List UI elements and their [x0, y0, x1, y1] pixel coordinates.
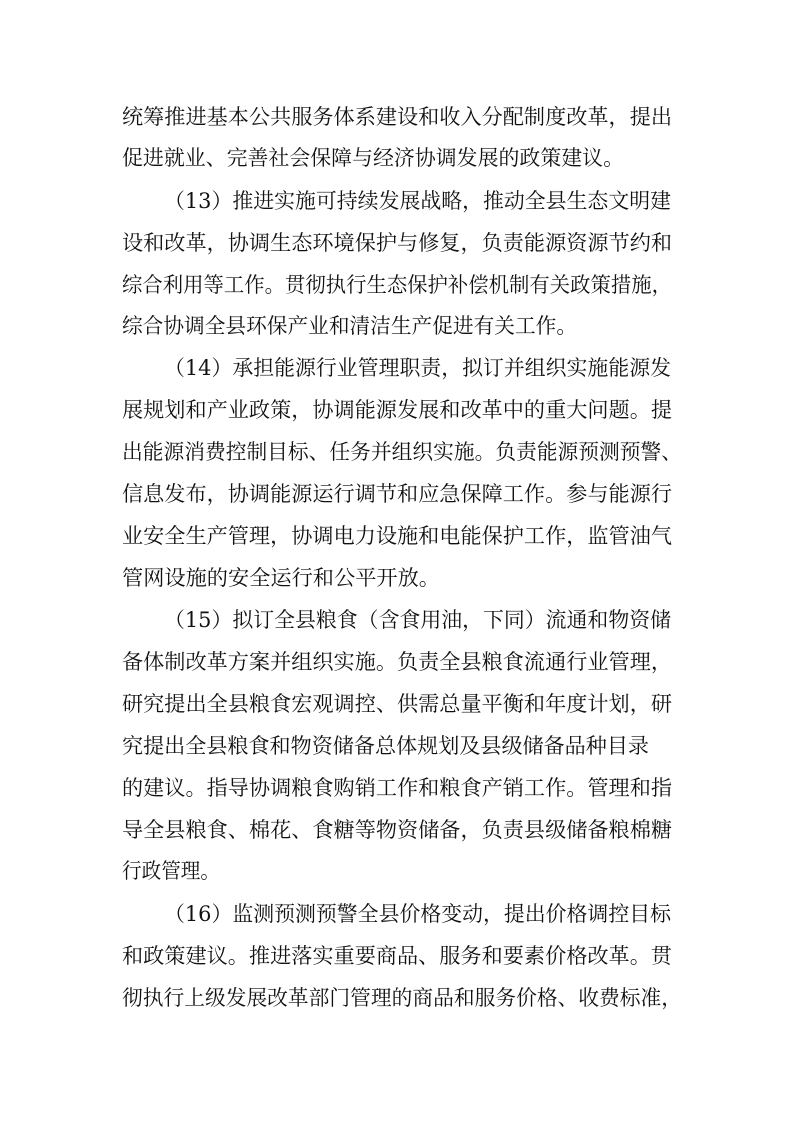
text-line: [0, 432, 793, 472]
text-line: [0, 348, 793, 388]
text-line: [0, 306, 793, 346]
text-line: [0, 516, 793, 556]
text-line: [0, 265, 793, 305]
text-line: [0, 223, 793, 263]
text-line: [0, 894, 793, 934]
text-line-content: 业安全生产管理，协调电力设施和电能保护工作，监管油气: [122, 524, 672, 548]
text-line: [0, 768, 793, 808]
text-line-content: 展规划和产业政策，协调能源发展和改革中的重大问题。提: [122, 398, 672, 422]
text-line-content: 统筹推进基本公共服务体系建设和收入分配制度改革，提出: [122, 105, 672, 129]
text-line: [0, 181, 793, 221]
text-line-content: 促进就业、完善社会保障与经济协调发展的政策建议。: [122, 146, 624, 170]
text-line: [0, 474, 793, 514]
text-line-content: （13）推进实施可持续发展战略，推动全县生态文明建: [164, 189, 671, 213]
text-line: [0, 642, 793, 682]
text-line: [0, 138, 793, 178]
text-line-content: 备体制改革方案并组织实施。负责全县粮食流通行业管理，: [122, 650, 672, 674]
text-line: [0, 558, 793, 598]
text-line-content: 管网设施的安全运行和公平开放。: [122, 566, 441, 590]
text-line-content: 的建议。指导协调粮食购销工作和粮食产销工作。管理和指: [122, 776, 672, 800]
text-line: [0, 978, 793, 1018]
text-line-content: 彻执行上级发展改革部门管理的商品和服务价格、收费标准，: [122, 986, 682, 1010]
text-line-content: （14）承担能源行业管理职责，拟订并组织实施能源发: [164, 356, 671, 380]
text-line: [0, 851, 793, 891]
text-line: [0, 936, 793, 976]
text-line-content: 综合利用等工作。贯彻执行生态保护补偿机制有关政策措施，: [122, 273, 672, 297]
text-line-content: 导全县粮食、棉花、食糖等物资储备，负责县级储备粮棉糖: [122, 818, 672, 842]
text-line-content: 设和改革，协调生态环境保护与修复，负责能源资源节约和: [122, 231, 672, 255]
text-line-content: 出能源消费控制目标、任务并组织实施。负责能源预测预警、: [122, 440, 682, 464]
text-line-content: （16）监测预测预警全县价格变动，提出价格调控目标: [164, 902, 671, 926]
text-line-content: 综合协调全县环保产业和清洁生产促进有关工作。: [122, 314, 577, 338]
text-line-content: 行政管理。: [122, 859, 220, 883]
text-line: [0, 810, 793, 850]
text-line-content: 信息发布，协调能源运行调节和应急保障工作。参与能源行: [122, 482, 672, 506]
text-line: [0, 684, 793, 724]
text-line: [0, 600, 793, 640]
text-line-content: 研究提出全县粮食宏观调控、供需总量平衡和年度计划，研: [122, 692, 672, 716]
text-line-content: （15）拟订全县粮食（含食用油，下同）流通和物资储: [164, 608, 671, 632]
text-line: [0, 726, 793, 766]
text-line: [0, 97, 793, 137]
text-line-content: 究提出全县粮食和物资储备总体规划及县级储备品种目录: [122, 734, 649, 758]
text-line-content: 和政策建议。推进落实重要商品、服务和要素价格改革。贯: [122, 944, 672, 968]
text-line: [0, 390, 793, 430]
